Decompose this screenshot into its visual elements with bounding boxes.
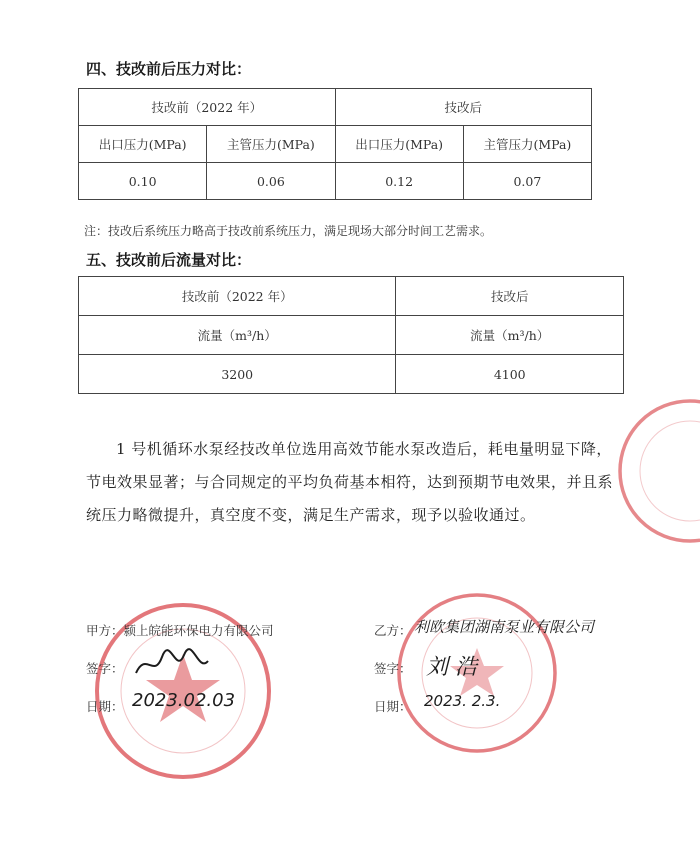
column-header: 出口压力(MPa): [79, 126, 207, 163]
column-header: 主管压力(MPa): [463, 126, 591, 163]
conclusion-paragraph: 1 号机循环水泵经技改单位选用高效节能水泵改造后，耗电量明显下降，节电效果显著；与合同规定的平均负荷基本相符，达到预期节电效果，并且系统压力略微提升，真空度不变，满足生产需求，现予以验收通过。: [86, 440, 614, 524]
table-row: [79, 126, 592, 163]
table-row: [79, 355, 624, 394]
pressure-table: [78, 88, 592, 200]
table-cell: 0.06: [207, 163, 335, 200]
party-b-signature: 刘 浩: [426, 655, 477, 680]
column-header: 流量（m³/h）: [396, 316, 624, 355]
table-row: [79, 163, 592, 200]
table-cell: 0.12: [335, 163, 463, 200]
table-cell: 0.07: [463, 163, 591, 200]
table-cell: 0.10: [79, 163, 207, 200]
edge-seal-icon: [610, 396, 700, 546]
party-b-label: 乙方：: [374, 623, 412, 638]
column-header: 流量（m³/h）: [79, 316, 396, 355]
group-before-header: 技改前（2022 年）: [79, 89, 336, 126]
party-b-date-label: 日期：: [374, 699, 412, 714]
section4-heading: 四、技改前后压力对比：: [86, 60, 252, 78]
group-after-header: 技改后: [335, 89, 592, 126]
party-b-seal-icon: [392, 588, 562, 758]
table-row: [79, 277, 624, 316]
party-a-signature-icon: [132, 645, 212, 685]
party-b-sign-label: 签字：: [374, 661, 412, 676]
pressure-note: 注：技改后系统压力略高于技改前系统压力，满足现场大部分时间工艺需求。: [84, 224, 493, 238]
flow-table: [78, 276, 624, 394]
group-before-header: 技改前（2022 年）: [79, 277, 396, 316]
table-row: [79, 89, 592, 126]
party-b-company: 利欧集团湖南泵业有限公司: [414, 618, 595, 636]
table-cell: 3200: [79, 355, 396, 394]
column-header: 主管压力(MPa): [207, 126, 335, 163]
section5-heading: 五、技改前后流量对比：: [86, 251, 252, 269]
group-after-header: 技改后: [396, 277, 624, 316]
party-a-date-label: 日期：: [86, 699, 124, 714]
column-header: 出口压力(MPa): [335, 126, 463, 163]
party-a-label: 甲方：颍上皖能环保电力有限公司: [86, 623, 274, 638]
party-a-sign-label: 签字：: [86, 661, 124, 676]
table-cell: 4100: [396, 355, 624, 394]
party-b-date: 2023. 2.3.: [424, 692, 501, 710]
party-a-date: 2023.02.03: [132, 690, 236, 711]
table-row: [79, 316, 624, 355]
